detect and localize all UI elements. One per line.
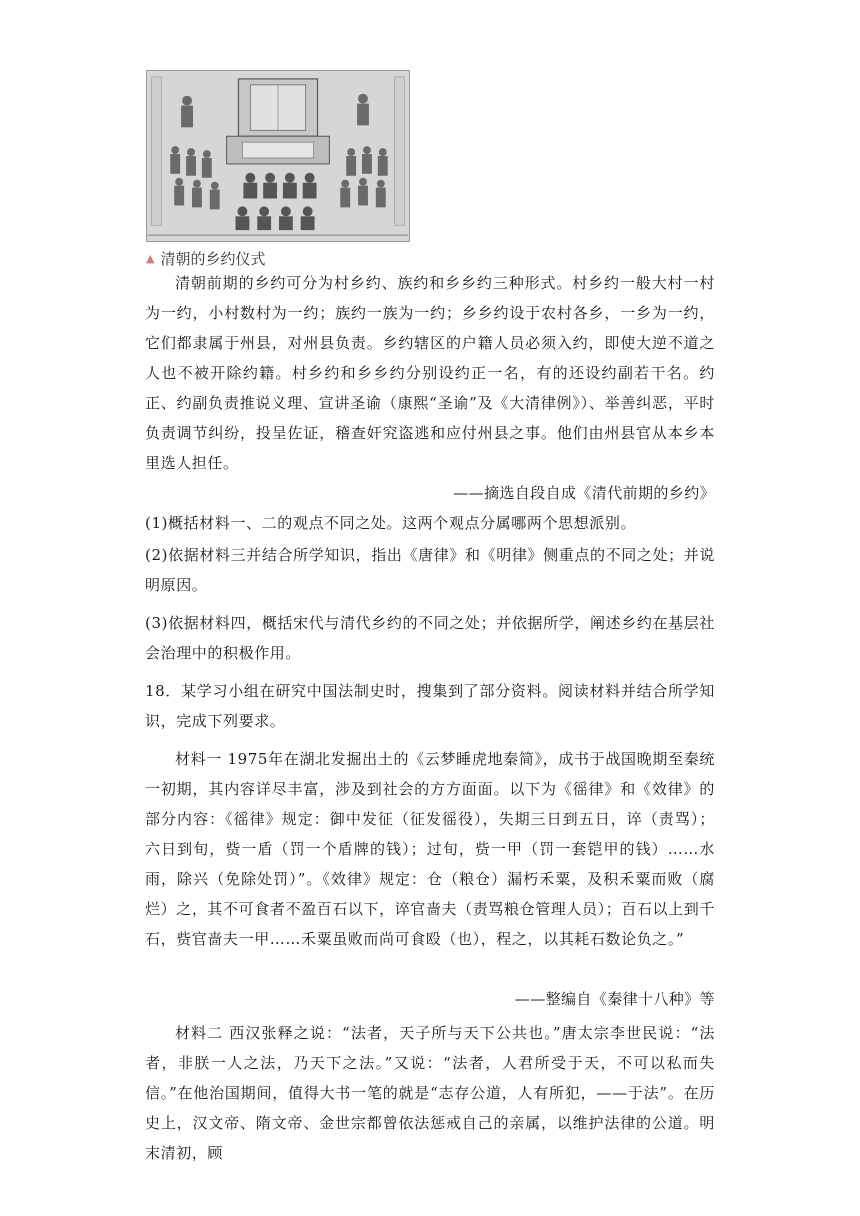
material-one-paragraph: 材料一 1975年在湖北发掘出土的《云梦睡虎地秦简》，成书于战国晚期至秦统一初期，其内容详尽丰富，涉及到社会的方方面面。以下为《徭律》和《效律》的部分内容：《徭律》规定：御中发征（征发徭役），失期三日到五日，谇（责骂）；六日到旬，赀一盾（罚一个盾牌的钱）；过旬，赀一甲（罚一套铠甲的钱）……水雨，除兴（免除处罚）”。《效律》规定：仓（粮仓）漏朽禾粟，及积禾粟而败（腐烂）之，其不可食者不盈百石以下，谇官啬夫（责骂粮仓管理人员）；百石以上到千石，赀官啬夫一甲……禾粟虽败而尚可食殴（也），程之，以其耗石数论负之。” bbox=[145, 750, 715, 948]
qing-xiangyue-ceremony-image bbox=[146, 70, 410, 242]
triangle-icon: ▲ bbox=[146, 251, 155, 265]
ceremony-illustration bbox=[147, 71, 409, 241]
material-two-paragraph: 材料二 西汉张释之说：“法者，天子所与天下公共也。”唐太宗李世民说：“法者，非朕一人之法，乃天下之法。”又说：“法者，人君所受于天，不可以私而失信。”在他治国期间，值得大书一笔的就是“志存公道，人有所犯，——于法”。在历史上，汉文帝、隋文帝、金世宗都曾依法惩戒自己的亲属，以维护法律的公道。明末清初，顾 bbox=[145, 1024, 715, 1162]
material-four-paragraph: 清朝前期的乡约可分为村乡约、族约和乡乡约三种形式。村乡约一般大村一村为一约，小村数村为一约；族约一族为一约；乡乡约设于农村各乡，一乡为一约，它们都隶属于州县，对州县负责。乡约辖区的户籍人员必须入约，即使大逆不道之人也不被开除约籍。村乡约和乡乡约分别设约正一名，有的还设约副若干名。约正、约副负责推说义理、宣讲圣谕（康熙“圣谕”及《大清律例》）、举善纠恶，平时负责调节纠纷，投呈佐证，稽查奸究盗逃和应付州县之事。他们由州县官从本乡本里选人担任。 bbox=[145, 274, 715, 472]
material-four-source: ——摘选自段自成《清代前期的乡约》 bbox=[453, 484, 715, 502]
question-2: (2)依据材料三并结合所学知识，指出《唐律》和《明律》侧重点的不同之处；并说明原因。 bbox=[145, 546, 715, 594]
material-one-source: ——整编自《秦律十八种》等 bbox=[514, 990, 715, 1008]
figure-caption bbox=[146, 248, 265, 268]
question-3: (3)依据材料四，概括宋代与清代乡约的不同之处；并依据所学，阐述乡约在基层社会治理中的积极作用。 bbox=[145, 614, 715, 662]
question-18-intro: 18．某学习小组在研究中国法制史时，搜集到了部分资料。阅读材料并结合所学知识，完成下列要求。 bbox=[145, 682, 715, 730]
question-1: (1)概括材料一、二的观点不同之处。这两个观点分属哪两个思想派别。 bbox=[145, 514, 637, 532]
figure-caption-text: 清朝的乡约仪式 bbox=[160, 249, 266, 268]
